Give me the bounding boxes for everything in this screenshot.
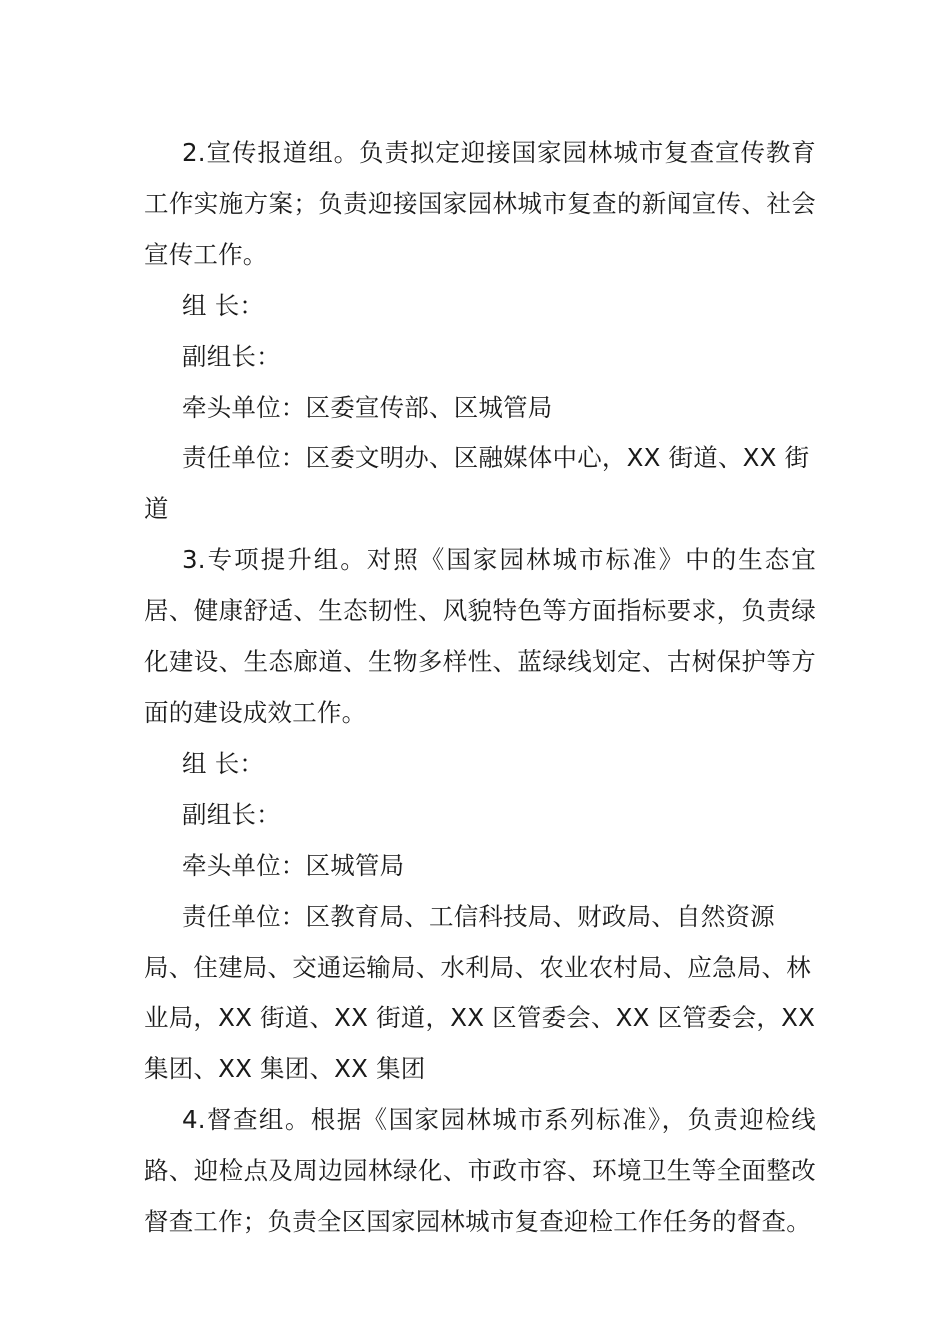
group2-deputy-field: 副组长：	[182, 341, 281, 371]
group2-lead-unit-field: 牵头单位：区委宣传部、区城管局	[182, 392, 553, 422]
group3-leader-field: 组 长：	[182, 748, 265, 778]
group3-intro-paragraph: 3.专项提升组。对照《国家园林城市标准》中的生态宜居、健康舒适、生态韧性、风貌特色等方面指标要求，负责绿化建设、生态廊道、生物多样性、蓝绿线划定、古树保护等方面的建设成效工作。	[144, 545, 816, 727]
group4-intro-paragraph: 4.督查组。根据《国家园林城市系列标准》，负责迎检线路、迎检点及周边园林绿化、市政市容、环境卫生等全面整改督查工作；负责全区国家园林城市复查迎检工作任务的督查。	[144, 1105, 816, 1237]
group3-deputy-field: 副组长：	[182, 799, 281, 829]
group2-intro-paragraph: 2.宣传报道组。负责拟定迎接国家园林城市复查宣传教育工作实施方案；负责迎接国家园林城市复查的新闻宣传、社会宣传工作。	[144, 138, 816, 269]
group3-responsible-units-field: 责任单位：区教育局、工信科技局、财政局、自然资源局、住建局、交通运输局、水利局、农业农村局、应急局、林业局，XX 街道、XX 街道，XX 区管委会、XX 区管委会，XX 集团、XX 集团、XX 集团	[144, 901, 816, 1084]
group3-lead-unit-field: 牵头单位：区城管局	[182, 850, 405, 880]
group2-responsible-units-field: 责任单位：区委文明办、区融媒体中心，XX 街道、XX 街道	[144, 443, 810, 524]
group2-leader-field: 组 长：	[182, 290, 265, 320]
document-body	[144, 128, 816, 1248]
